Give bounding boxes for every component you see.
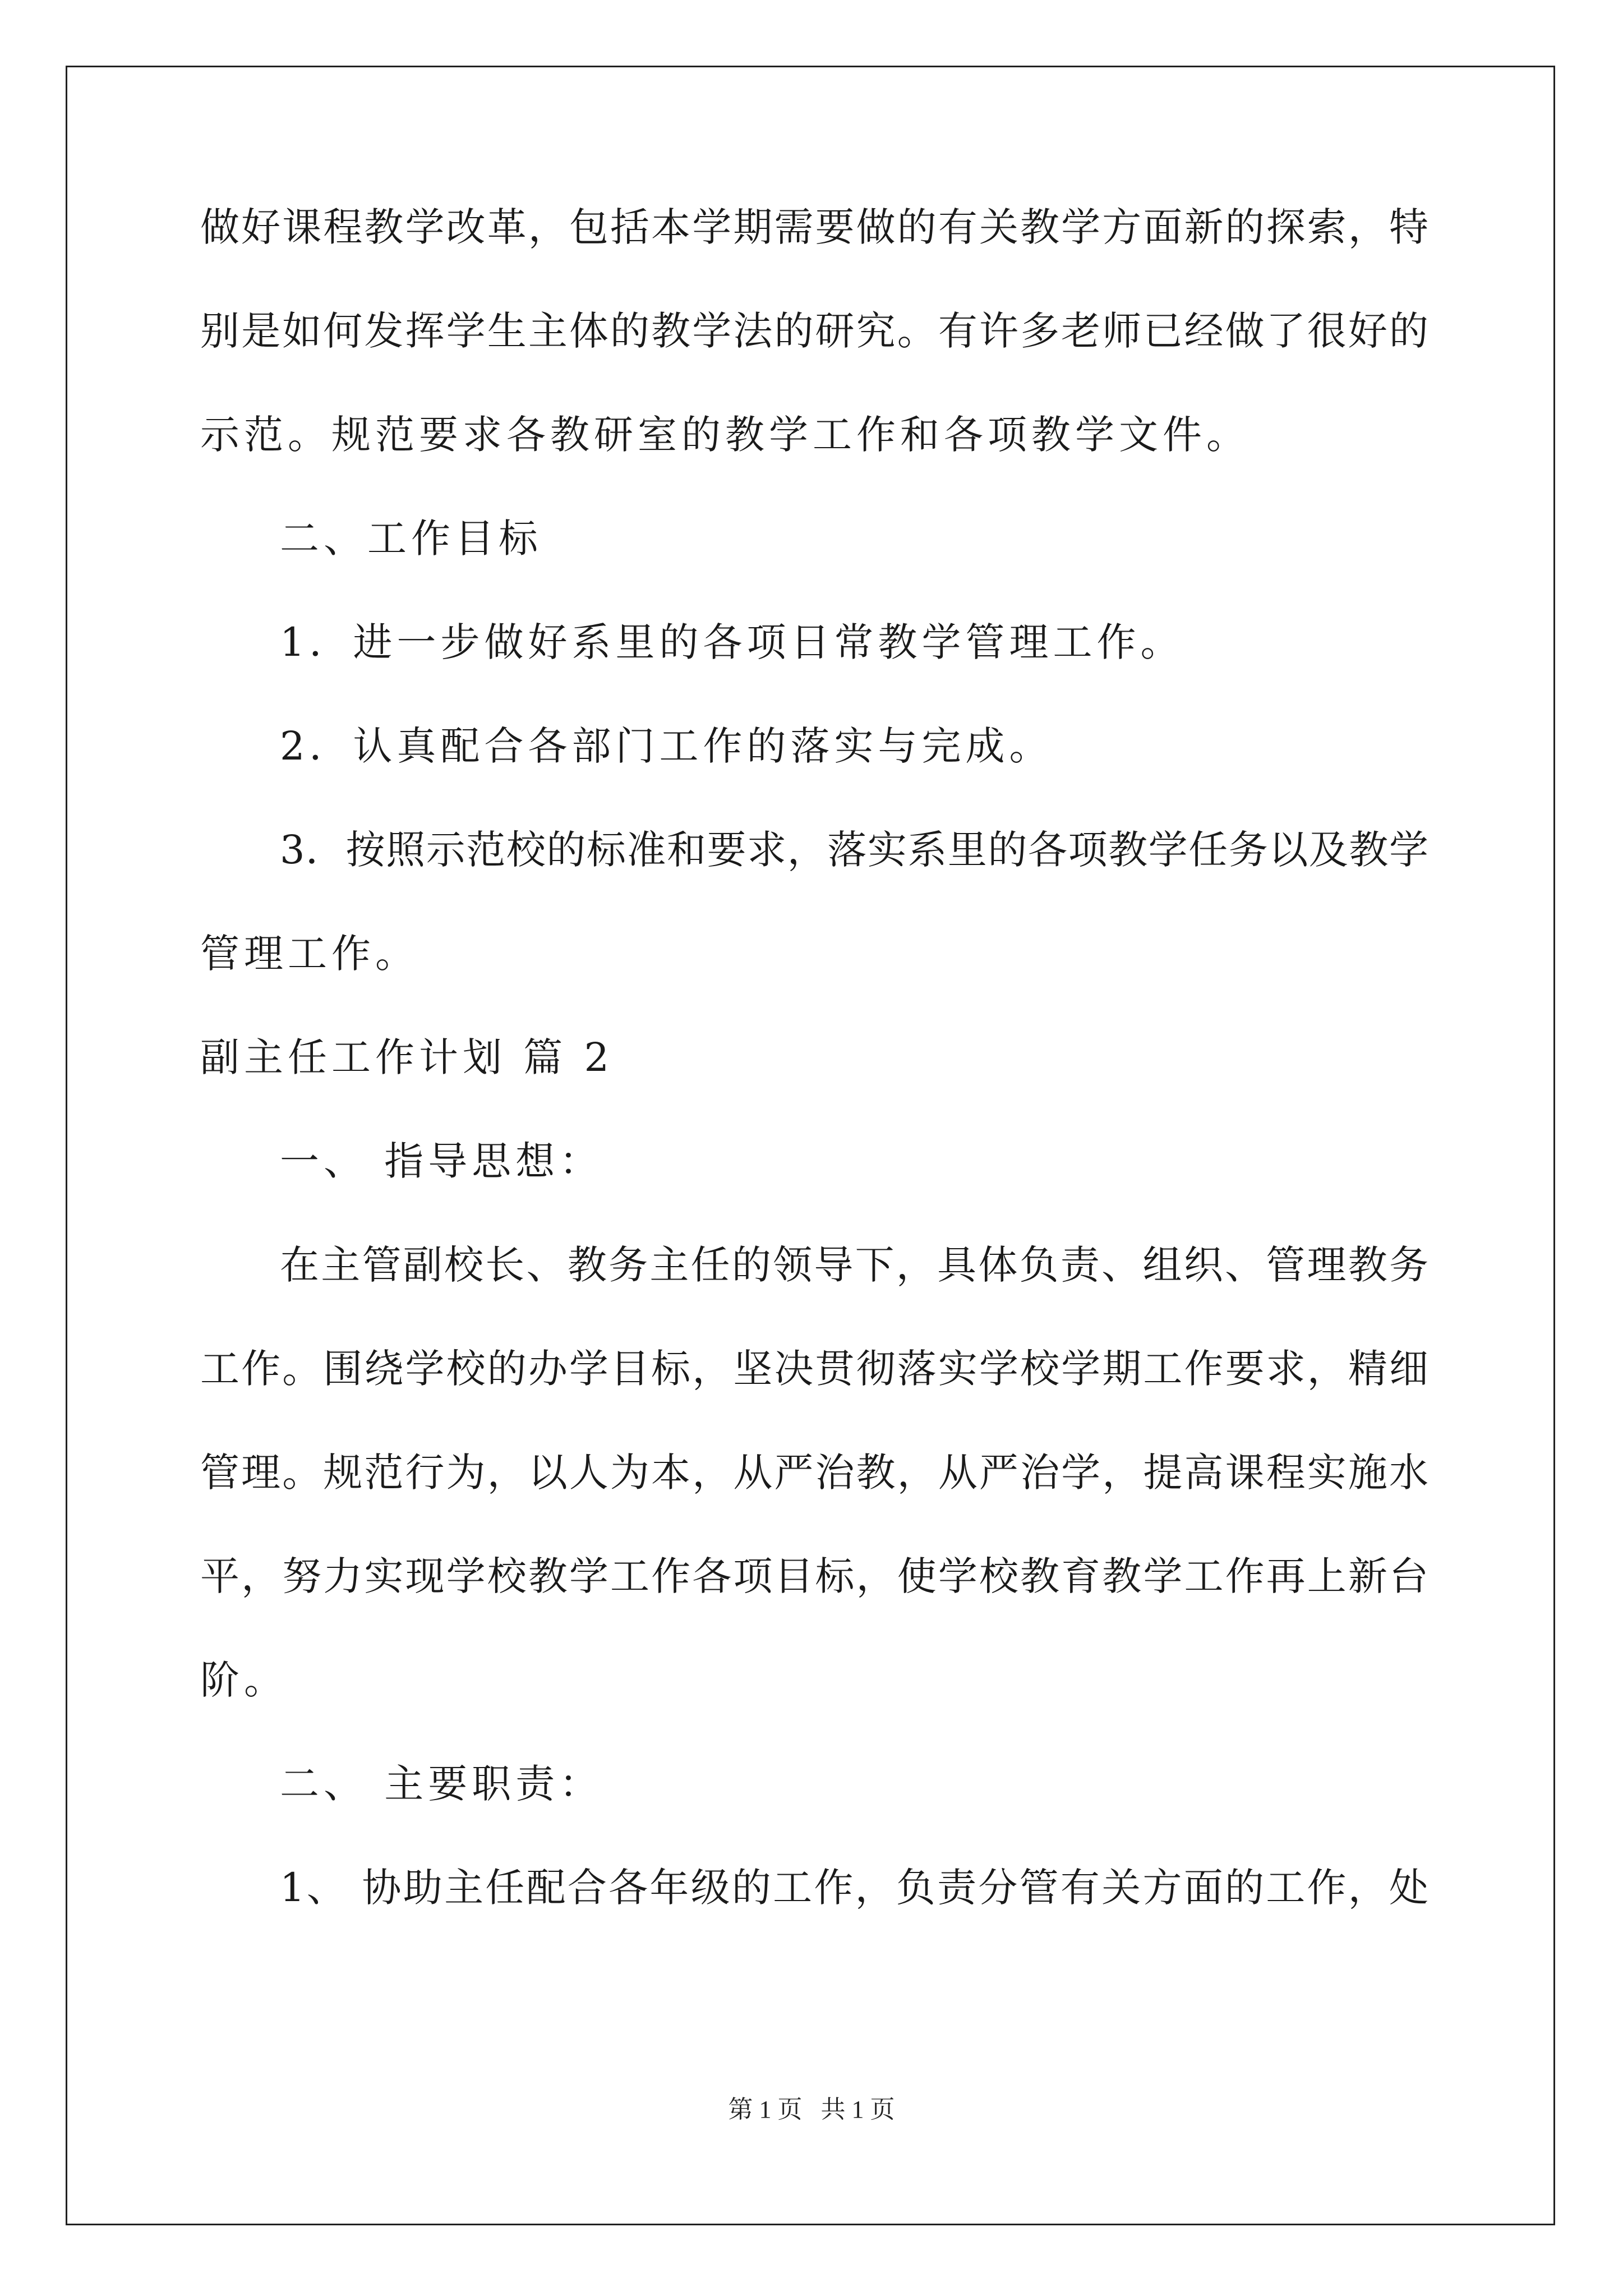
list-item: 2．认真配合各部门工作的落实与完成。 — [280, 723, 1053, 769]
paragraph-line: 示范。规范要求各教研室的教学工作和各项教学文件。 — [200, 412, 1250, 458]
list-item: 1、 协助主任配合各年级的工作，负责分管有关方面的工作，处 — [280, 1865, 1428, 1911]
page-number-footer: 第 1 页 共 1 页 — [728, 2096, 895, 2123]
section-heading: 二、工作目标 — [280, 516, 542, 562]
list-item: 1．进一步做好系里的各项日常教学管理工作。 — [280, 619, 1184, 665]
paragraph-line: 阶。 — [200, 1657, 288, 1703]
paragraph-line: 平，努力实现学校教学工作各项目标，使学校教育教学工作再上新台 — [200, 1553, 1428, 1599]
paragraph-line: 工作。围绕学校的办学目标，坚决贯彻落实学校学期工作要求，精细 — [200, 1346, 1428, 1392]
list-item-continuation: 管理工作。 — [200, 931, 419, 977]
article-title: 副主任工作计划 篇 2 — [200, 1034, 614, 1080]
paragraph-line: 做好课程教学改革，包括本学期需要做的有关教学方面新的探索，特 — [200, 204, 1428, 250]
paragraph-line: 管理。规范行为，以人为本，从严治教，从严治学，提高课程实施水 — [200, 1450, 1428, 1496]
section-heading: 二、 主要职责： — [280, 1761, 603, 1807]
paragraph-line: 在主管副校长、教务主任的领导下，具体负责、组织、管理教务 — [280, 1242, 1428, 1288]
list-item: 3．按照示范校的标准和要求，落实系里的各项教学任务以及教学 — [280, 827, 1428, 873]
paragraph-line: 别是如何发挥学生主体的教学法的研究。有许多老师已经做了很好的 — [200, 308, 1428, 354]
section-heading: 一、 指导思想： — [280, 1138, 603, 1184]
